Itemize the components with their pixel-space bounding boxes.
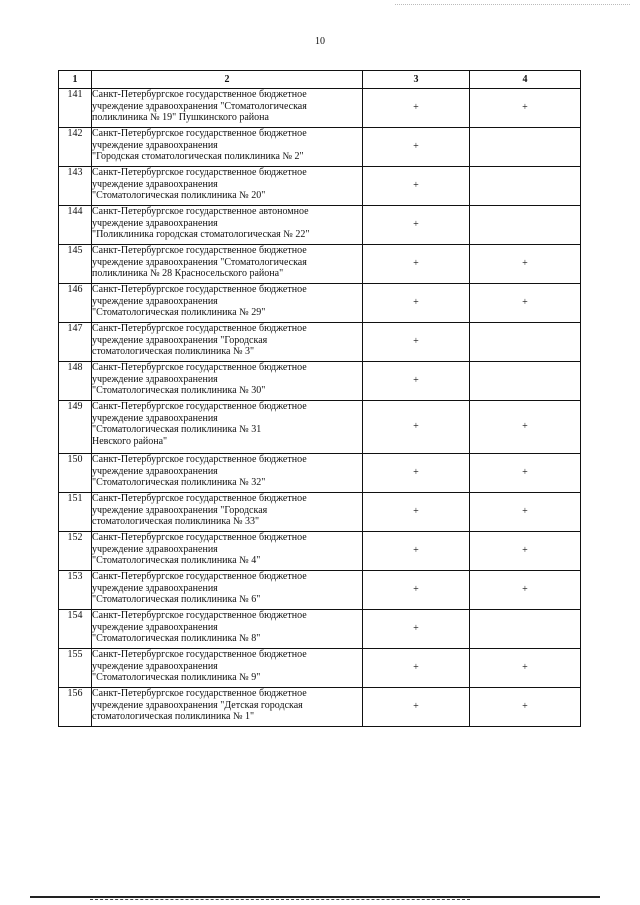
column-header-4: 4 [470,71,581,89]
top-dotted-rule [395,4,630,5]
institution-name-cell: Санкт-Петербургское государственное бюджетное учреждение здравоохранения "Стоматологическая поликлиника № 20" [92,167,363,206]
table-row [59,362,581,401]
table-row [59,532,581,571]
institution-name-cell: Санкт-Петербургское государственное бюджетное учреждение здравоохранения "Стоматологическая поликлиника № 8" [92,610,363,649]
row-number-cell: 156 [59,688,92,727]
column-3-mark-cell: + [363,89,470,128]
row-number-cell: 148 [59,362,92,401]
table-row [59,167,581,206]
row-number-cell: 143 [59,167,92,206]
row-number-cell: 151 [59,493,92,532]
column-3-mark-cell: + [363,362,470,401]
column-4-mark-cell: + [470,688,581,727]
column-4-mark-cell [470,128,581,167]
row-number-cell: 154 [59,610,92,649]
institution-name-cell: Санкт-Петербургское государственное бюджетное учреждение здравоохранения "Стоматологическая поликлиника № 4" [92,532,363,571]
table-row [59,401,581,454]
row-number-cell: 145 [59,245,92,284]
column-3-mark-cell: + [363,610,470,649]
institution-name-cell: Санкт-Петербургское государственное бюджетное учреждение здравоохранения "Городская стоматологическая поликлиника № 33" [92,493,363,532]
column-4-mark-cell: + [470,89,581,128]
institution-name-cell: Санкт-Петербургское государственное бюджетное учреждение здравоохранения "Стоматологическая поликлиника № 30" [92,362,363,401]
column-4-mark-cell [470,610,581,649]
institution-name-cell: Санкт-Петербургское государственное бюджетное учреждение здравоохранения "Городская стоматологическая поликлиника № 3" [92,323,363,362]
column-3-mark-cell: + [363,245,470,284]
column-4-mark-cell: + [470,401,581,454]
table-row [59,454,581,493]
row-number-cell: 141 [59,89,92,128]
institution-name-cell: Санкт-Петербургское государственное бюджетное учреждение здравоохранения "Стоматологическая поликлиника № 28 Красносельского района" [92,245,363,284]
column-4-mark-cell: + [470,571,581,610]
bottom-dashed-rule [90,899,470,900]
row-number-cell: 150 [59,454,92,493]
table-row [59,89,581,128]
column-4-mark-cell: + [470,532,581,571]
table-row [59,649,581,688]
table-row [59,493,581,532]
column-4-mark-cell: + [470,245,581,284]
institution-name-cell: Санкт-Петербургское государственное бюджетное учреждение здравоохранения "Стоматологическая поликлиника № 29" [92,284,363,323]
column-3-mark-cell: + [363,649,470,688]
column-3-mark-cell: + [363,167,470,206]
institution-name-cell: Санкт-Петербургское государственное автономное учреждение здравоохранения "Поликлиника городская стоматологическая № 22" [92,206,363,245]
column-3-mark-cell: + [363,532,470,571]
column-3-mark-cell: + [363,284,470,323]
column-3-mark-cell: + [363,401,470,454]
column-4-mark-cell [470,167,581,206]
institution-name-cell: Санкт-Петербургское государственное бюджетное учреждение здравоохранения "Стоматологическая поликлиника № 31 Невского района" [92,401,363,454]
registry-table [58,70,581,727]
column-3-mark-cell: + [363,493,470,532]
column-header-2: 2 [92,71,363,89]
column-4-mark-cell [470,323,581,362]
column-3-mark-cell: + [363,454,470,493]
column-4-mark-cell: + [470,493,581,532]
column-4-mark-cell [470,206,581,245]
column-header-1: 1 [59,71,92,89]
institution-name-cell: Санкт-Петербургское государственное бюджетное учреждение здравоохранения "Стоматологическая поликлиника № 32" [92,454,363,493]
table-row [59,245,581,284]
page-number: 10 [315,36,325,47]
table-row [59,610,581,649]
row-number-cell: 155 [59,649,92,688]
column-4-mark-cell: + [470,284,581,323]
row-number-cell: 149 [59,401,92,454]
column-header-3: 3 [363,71,470,89]
column-3-mark-cell: + [363,323,470,362]
row-number-cell: 152 [59,532,92,571]
column-3-mark-cell: + [363,128,470,167]
row-number-cell: 144 [59,206,92,245]
column-3-mark-cell: + [363,571,470,610]
header-row [59,71,581,89]
table-row [59,323,581,362]
institution-name-cell: Санкт-Петербургское государственное бюджетное учреждение здравоохранения "Стоматологическая поликлиника № 19" Пушкинского района [92,89,363,128]
institution-name-cell: Санкт-Петербургское государственное бюджетное учреждение здравоохранения "Стоматологическая поликлиника № 6" [92,571,363,610]
table-row [59,284,581,323]
column-4-mark-cell: + [470,454,581,493]
table-row [59,688,581,727]
institution-name-cell: Санкт-Петербургское государственное бюджетное учреждение здравоохранения "Детская городская стоматологическая поликлиника № 1" [92,688,363,727]
row-number-cell: 153 [59,571,92,610]
bottom-rule [30,896,600,898]
row-number-cell: 142 [59,128,92,167]
row-number-cell: 146 [59,284,92,323]
institution-name-cell: Санкт-Петербургское государственное бюджетное учреждение здравоохранения "Городская стоматологическая поликлиника № 2" [92,128,363,167]
table-row [59,571,581,610]
table-row [59,128,581,167]
column-4-mark-cell [470,362,581,401]
institution-name-cell: Санкт-Петербургское государственное бюджетное учреждение здравоохранения "Стоматологическая поликлиника № 9" [92,649,363,688]
table-row [59,206,581,245]
column-4-mark-cell: + [470,649,581,688]
column-3-mark-cell: + [363,206,470,245]
column-3-mark-cell: + [363,688,470,727]
row-number-cell: 147 [59,323,92,362]
